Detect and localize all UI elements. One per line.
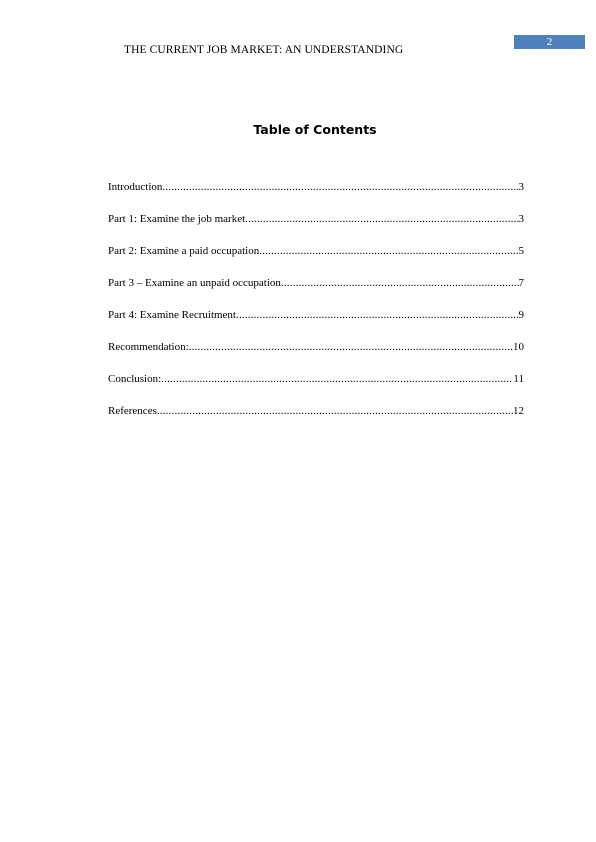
page-number-badge: 2 xyxy=(514,35,585,49)
toc-entry-label: Part 1: Examine the job market xyxy=(108,213,246,225)
toc-entry-page-number: 3 xyxy=(518,181,524,193)
toc-entry-part-4[interactable] xyxy=(108,308,524,340)
toc-entry-label: References xyxy=(108,405,157,417)
toc-entry-part-1[interactable] xyxy=(108,212,524,244)
toc-dot-leader xyxy=(236,308,519,322)
toc-entry-page-number: 11 xyxy=(513,373,524,385)
toc-dot-leader xyxy=(245,212,518,226)
toc-entry-page-number: 5 xyxy=(518,245,524,257)
toc-entry-page-number: 3 xyxy=(518,213,524,225)
toc-dot-leader xyxy=(259,244,518,258)
toc-entry-conclusion[interactable] xyxy=(108,372,524,404)
toc-dot-leader xyxy=(281,276,519,290)
toc-dot-leader xyxy=(189,340,513,354)
toc-dot-leader xyxy=(161,372,513,386)
table-of-contents xyxy=(108,180,524,436)
toc-entry-page-number: 7 xyxy=(518,277,524,289)
toc-entry-page-number: 12 xyxy=(513,405,524,417)
toc-entry-references[interactable] xyxy=(108,404,524,436)
toc-entry-label: Recommendation: xyxy=(108,341,189,353)
toc-title: Table of Contents xyxy=(253,122,377,137)
toc-entry-label: Part 3 – Examine an unpaid occupation xyxy=(108,277,281,289)
toc-dot-leader xyxy=(162,180,518,194)
toc-entry-recommendation[interactable] xyxy=(108,340,524,372)
toc-entry-part-3[interactable] xyxy=(108,276,524,308)
toc-entry-introduction[interactable] xyxy=(108,180,524,212)
toc-dot-leader xyxy=(157,404,513,418)
toc-entry-label: Part 2: Examine a paid occupation xyxy=(108,245,260,257)
toc-entry-part-2[interactable] xyxy=(108,244,524,276)
toc-entry-label: Introduction xyxy=(108,181,163,193)
toc-entry-label: Conclusion: xyxy=(108,373,162,385)
toc-entry-label: Part 4: Examine Recruitment xyxy=(108,309,236,321)
toc-entry-page-number: 10 xyxy=(513,341,524,353)
toc-entry-page-number: 9 xyxy=(518,309,524,321)
running-head: THE CURRENT JOB MARKET: AN UNDERSTANDING xyxy=(124,44,404,56)
